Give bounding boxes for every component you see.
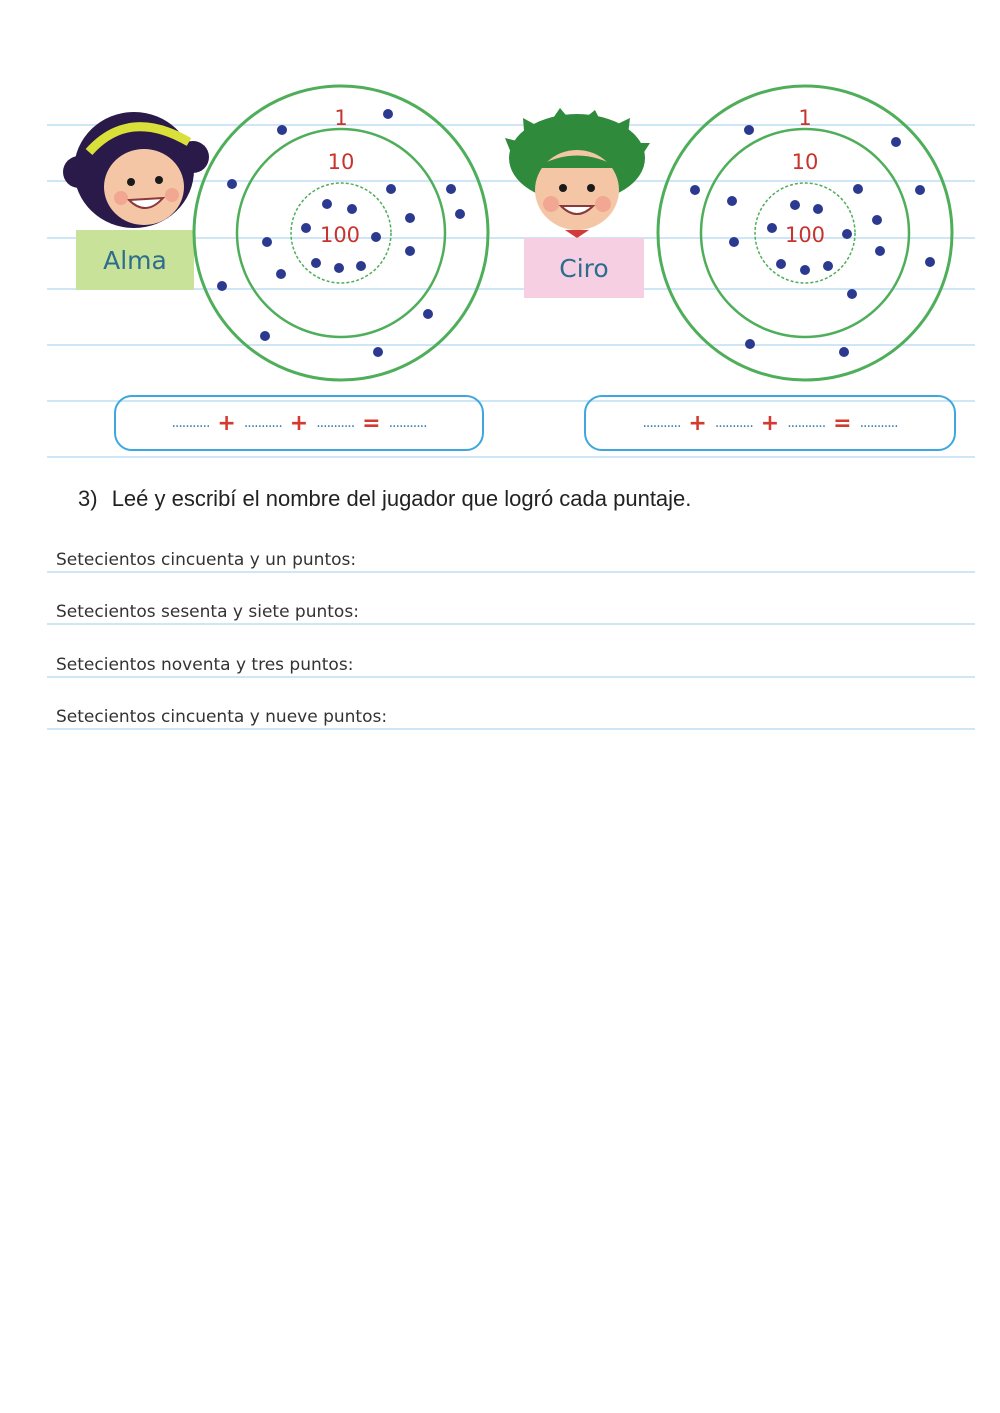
ring-label-middle: 10 xyxy=(791,150,819,174)
plus-sign: + xyxy=(289,410,309,436)
ring-label-inner: 100 xyxy=(784,223,826,247)
equation-box-ciro[interactable] xyxy=(584,395,956,451)
ring-label-inner: 100 xyxy=(319,223,361,247)
question-text: Leé y escribí el nombre del jugador que logró cada puntaje. xyxy=(111,486,692,511)
plus-sign: + xyxy=(760,410,780,436)
score-prompt: Setecientos sesenta y siete puntos: xyxy=(56,602,359,622)
answer-line[interactable] xyxy=(47,595,975,625)
score-prompt: Setecientos cincuenta y un puntos: xyxy=(56,550,357,570)
score-prompt: Setecientos cincuenta y nueve puntos: xyxy=(56,707,388,727)
player-tag-alma: Alma xyxy=(76,230,194,290)
blank-field[interactable]: ........... xyxy=(316,415,355,431)
question-heading xyxy=(78,486,691,512)
ring-label-outer: 1 xyxy=(798,106,812,130)
game-illustration xyxy=(47,72,975,460)
blank-field[interactable]: ........... xyxy=(243,415,282,431)
blank-field[interactable]: ........... xyxy=(388,415,427,431)
blank-field[interactable]: ........... xyxy=(171,415,210,431)
blank-field[interactable]: ........... xyxy=(714,415,753,431)
girl-face-icon xyxy=(59,102,209,237)
answer-line[interactable] xyxy=(47,543,975,573)
answer-line[interactable] xyxy=(47,648,975,678)
blank-field[interactable]: ........... xyxy=(787,415,826,431)
score-prompt: Setecientos noventa y tres puntos: xyxy=(56,655,354,675)
player-tag-ciro: Ciro xyxy=(524,238,644,298)
plus-sign: + xyxy=(217,410,236,436)
equation-box-alma[interactable] xyxy=(114,395,484,451)
blank-field[interactable]: ........... xyxy=(642,415,681,431)
equals-sign: = xyxy=(362,410,381,436)
blank-field[interactable]: ........... xyxy=(859,415,898,431)
plus-sign: + xyxy=(688,410,707,436)
rule-line xyxy=(47,456,975,458)
ring-label-middle: 10 xyxy=(327,150,355,174)
equals-sign: = xyxy=(833,410,852,436)
answer-line[interactable] xyxy=(47,700,975,730)
ring-label-outer: 1 xyxy=(334,106,348,130)
boy-face-icon xyxy=(505,108,650,243)
question-number: 3) xyxy=(78,486,98,511)
